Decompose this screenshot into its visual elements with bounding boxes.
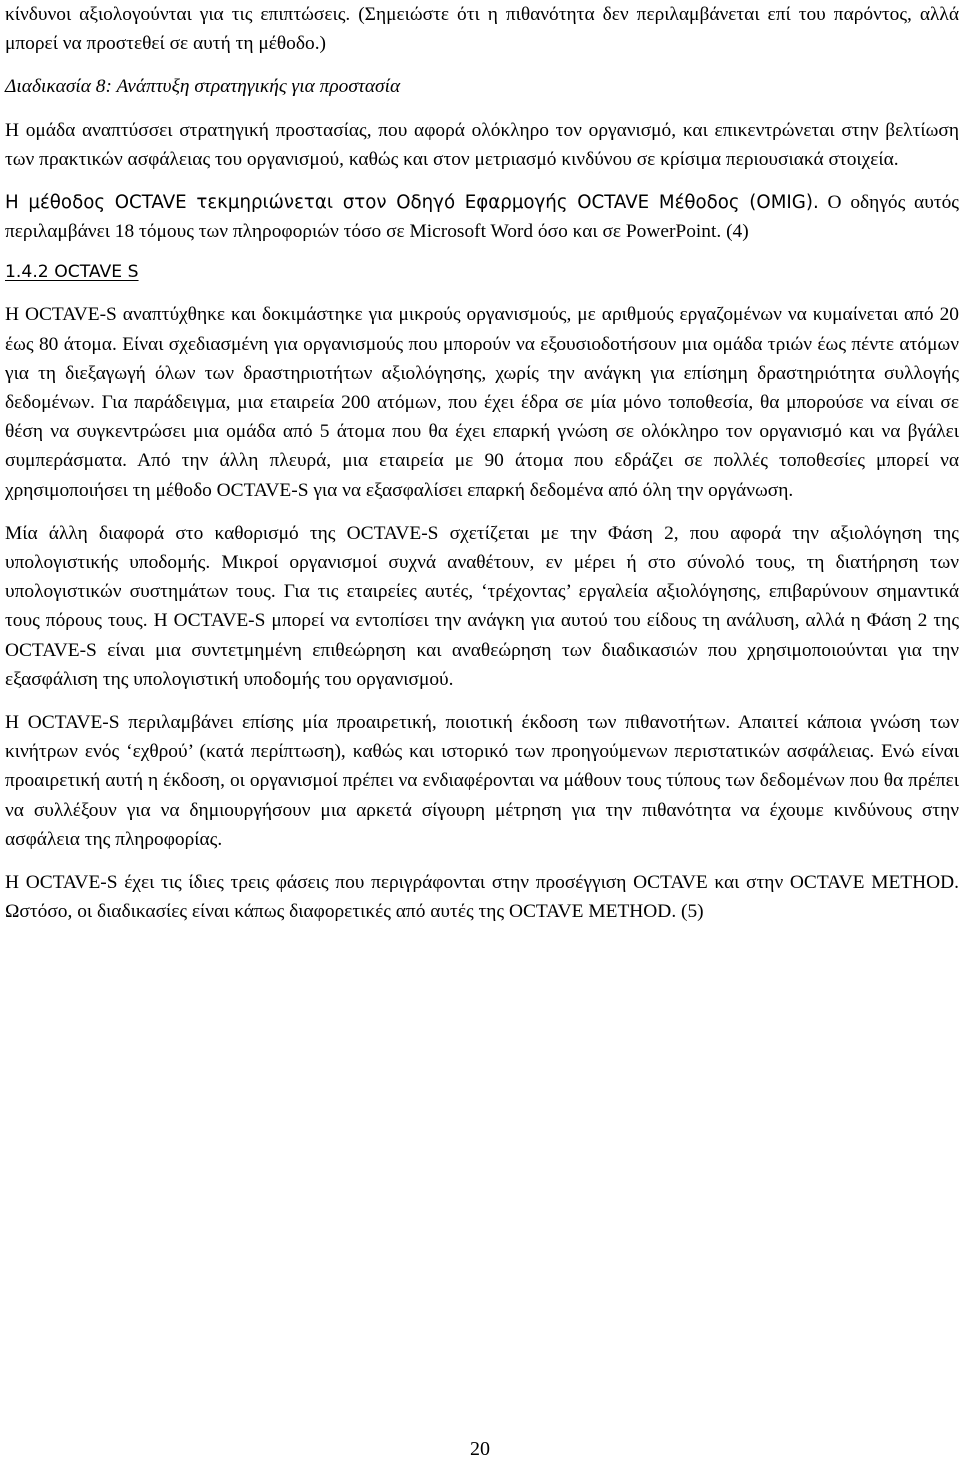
page-number: 20	[470, 1438, 490, 1460]
paragraph-protection-strategy: Η ομάδα αναπτύσσει στρατηγική προστασίας, που αφορά ολόκληρο τον οργανισμό, και επικεντρώνεται στην βελτίωση των πρακτικών ασφάλειας του οργανισμού, καθώς και στον μετριασμό κινδύνου σε κρίσιμα περιουσιακά στοιχεία.	[5, 119, 959, 170]
section-heading-octave-s: 1.4.2 OCTAVE S	[5, 262, 139, 283]
paragraph-phase-2-difference: Μία άλλη διαφορά στο καθορισμό της OCTAVE-S σχετίζεται με την Φάση 2, που αφορά την αξιολόγηση της υπολογιστικής υποδομής. Μικροί οργανισμοί συχνά αναθέτουν, εν μέρει ή στο σύνολό τους, τη διατήρηση των υπολογιστικών συστημάτων τους. Για τις εταιρείες αυτές, ‘τρέχοντας’ εργαλεία αξιολόγησης, επιβαρύνουν σημαντικά τους πόρους τους. Η OCTAVE-S μπορεί να εντοπίσει την ανάγκη για αυτού του είδους τη ανάλυση, αλλά η Φάση 2 της OCTAVE-S είναι μια συντετμημένη επιθεώρηση και αναθεώρηση των διαδικασιών που χρησιμοποιούνται για την εξασφάλιση της υπολογιστική υποδομής του οργανισμού.	[5, 522, 959, 690]
omig-serif-text: Ο οδηγός αυτός περιλαμβάνει 18 τόμους των πληροφοριών τόσο σε Microsoft Word όσο και σε PowerPoint. (4)	[5, 192, 959, 243]
paragraph-omig	[5, 188, 959, 246]
process-8-heading: Διαδικασία 8: Ανάπτυξη στρατηγικής για προστασία	[5, 76, 401, 98]
paragraph-three-phases: Η OCTAVE-S έχει τις ίδιες τρεις φάσεις που περιγράφονται στην προσέγγιση OCTAVE και στην OCTAVE METHOD. Ωστόσο, οι διαδικασίες είναι κάπως διαφορετικές από αυτές της OCTAVE METHOD. (5)	[5, 872, 959, 923]
paragraph-octave-s-intro: Η OCTAVE-S αναπτύχθηκε και δοκιμάστηκε για μικρούς οργανισμούς, με αριθμούς εργαζομένων να κυμαίνεται από 20 έως 80 άτομα. Είναι σχεδιασμένη για οργανισμούς που μπορούν να εξουσιοδοτήσουν μια ομάδα τριών έως πέντε ατόμων για τη διεξαγωγή όλων των δραστηριοτήτων αξιολόγησης, χωρίς την ανάγκη για επίσημη δραστηριότητα συλλογής δεδομένων. Για παράδειγμα, μια εταιρεία 200 ατόμων, που έχει έδρα σε μία μόνο τοποθεσία, θα μπορούσε να είναι σε θέση να συγκεντρώσει μια ομάδα από 5 άτομα που θα έχει επαρκή γνώση σε ολόκληρο τον οργανισμό και να βγάλει συμπεράσματα. Από την άλλη πλευρά, μια εταιρεία με 90 άτομα που εδράζει σε πολλές τοποθεσίες μπορεί να χρησιμοποιήσει τη μέθοδο OCTAVE-S για να εξασφαλίσει επαρκή δεδομένα από όλη την οργάνωση.	[5, 304, 959, 501]
paragraph-risk-evaluation: κίνδυνοι αξιολογούνται για τις επιπτώσεις. (Σημειώστε ότι η πιθανότητα δεν περιλαμβάνεται επί του παρόντος, αλλά μπορεί να προστεθεί σε αυτή τη μέθοδο.)	[5, 4, 959, 55]
paragraph-probability-version: Η OCTAVE-S περιλαμβάνει επίσης μία προαιρετική, ποιοτική έκδοση των πιθανοτήτων. Απαιτεί κάποια γνώση των κινήτρων ενός ‘εχθρού’ (κατά περίπτωση), καθώς και ιστορικό των προηγούμενων περιστατικών ασφάλειας. Ενώ είναι προαιρετική αυτή η έκδοση, οι οργανισμοί πρέπει να ενδιαφέρονται να μάθουν τους τύπους των δεδομένων που θα πρέπει να συλλέξουν για να δημιουργήσουν μια αρκετά σίγουρη μέτρηση για την πιθανότητα να έχουμε κινδύνους στην ασφάλεια της πληροφορίας.	[5, 712, 959, 850]
omig-sans-text: Η μέθοδος OCTAVE τεκμηριώνεται στον Οδηγό Εφαρμογής OCTAVE Μέθοδος (OMIG).	[5, 192, 819, 214]
document-page	[5, 0, 959, 926]
